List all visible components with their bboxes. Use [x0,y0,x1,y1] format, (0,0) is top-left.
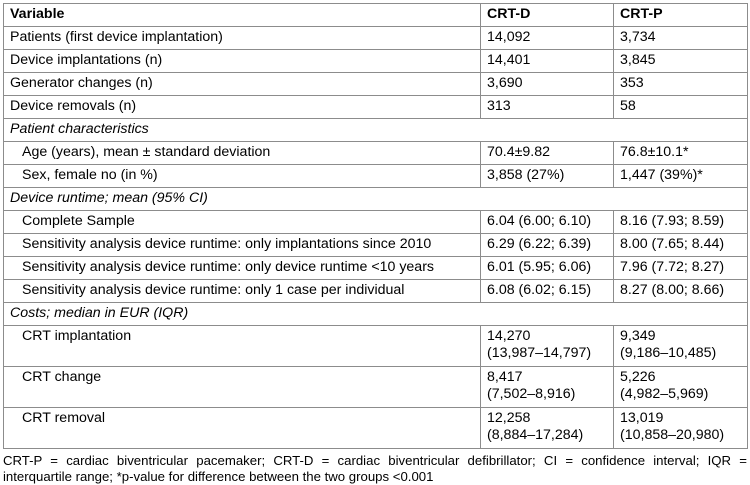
cell-crt-d: 14,401 [481,50,614,73]
row-label: Device implantations (n) [4,50,481,73]
cell-crt-d: 3,858 (27%) [481,165,614,188]
table-row [4,211,748,234]
row-label: Patients (first device implantation) [4,27,481,50]
cell-crt-d [481,408,614,449]
results-table [3,3,748,449]
table-footnote: CRT-P = cardiac biventricular pacemaker; CRT-D = cardiac biventricular defibrillator; CI = confidence interval; IQR = interquartile range; *p-value for difference between the two groups <0.001 [3,453,747,484]
table-row [4,326,748,367]
cell-crt-p: 3,734 [614,27,748,50]
row-label: Generator changes (n) [4,73,481,96]
cell-crt-d: 14,092 [481,27,614,50]
cell-crt-d: 3,690 [481,73,614,96]
cell-crt-d [481,326,614,367]
cell-crt-d: 70.4±9.82 [481,142,614,165]
cell-crt-p: 76.8±10.1* [614,142,748,165]
cell-median: 9,349 [620,328,656,344]
cell-crt-d [481,367,614,408]
header-crt-p: CRT-P [614,4,748,27]
cell-crt-p: 8.27 (8.00; 8.66) [614,280,748,303]
section-row [4,119,748,142]
row-label: Sensitivity analysis device runtime: only implantations since 2010 [4,234,481,257]
table-row [4,27,748,50]
row-label: Complete Sample [4,211,481,234]
cell-crt-d: 6.01 (5.95; 6.06) [481,257,614,280]
table-row [4,96,748,119]
row-label: Device removals (n) [4,96,481,119]
cell-iqr: (8,884–17,284) [487,427,584,443]
cell-crt-p: 3,845 [614,50,748,73]
cell-median: 5,226 [620,369,656,385]
results-table-container [3,3,747,449]
table-row [4,367,748,408]
cell-median: 8,417 [487,369,523,385]
cell-crt-p: 7.96 (7.72; 8.27) [614,257,748,280]
cell-crt-d: 6.04 (6.00; 6.10) [481,211,614,234]
section-heading: Costs; median in EUR (IQR) [4,303,748,326]
cell-crt-p [614,367,748,408]
cell-crt-d: 6.29 (6.22; 6.39) [481,234,614,257]
cell-median: 12,258 [487,410,531,426]
cell-crt-p: 8.00 (7.65; 8.44) [614,234,748,257]
cell-crt-p: 58 [614,96,748,119]
table-row [4,408,748,449]
cell-crt-p [614,326,748,367]
row-label: CRT implantation [4,326,481,367]
cell-crt-p: 8.16 (7.93; 8.59) [614,211,748,234]
table-row [4,142,748,165]
table-row [4,234,748,257]
cell-crt-d: 6.08 (6.02; 6.15) [481,280,614,303]
cell-iqr: (7,502–8,916) [487,386,576,402]
cell-median: 13,019 [620,410,664,426]
row-label: Sensitivity analysis device runtime: only device runtime <10 years [4,257,481,280]
cell-crt-p: 353 [614,73,748,96]
row-label: Sex, female no (in %) [4,165,481,188]
cell-median: 14,270 [487,328,531,344]
row-label: Age (years), mean ± standard deviation [4,142,481,165]
cell-iqr: (4,982–5,969) [620,386,709,402]
cell-crt-p: 1,447 (39%)* [614,165,748,188]
table-row [4,280,748,303]
row-label: Sensitivity analysis device runtime: only 1 case per individual [4,280,481,303]
row-label: CRT removal [4,408,481,449]
cell-iqr: (10,858–20,980) [620,427,725,443]
cell-iqr: (13,987–14,797) [487,345,592,361]
table-row [4,50,748,73]
header-crt-d: CRT-D [481,4,614,27]
table-row [4,73,748,96]
section-heading: Patient characteristics [4,119,748,142]
cell-iqr: (9,186–10,485) [620,345,717,361]
row-label: CRT change [4,367,481,408]
section-row [4,188,748,211]
table-row [4,165,748,188]
cell-crt-p [614,408,748,449]
cell-crt-d: 313 [481,96,614,119]
section-heading: Device runtime; mean (95% CI) [4,188,748,211]
header-variable: Variable [4,4,481,27]
table-header-row [4,4,748,27]
table-row [4,257,748,280]
section-row [4,303,748,326]
